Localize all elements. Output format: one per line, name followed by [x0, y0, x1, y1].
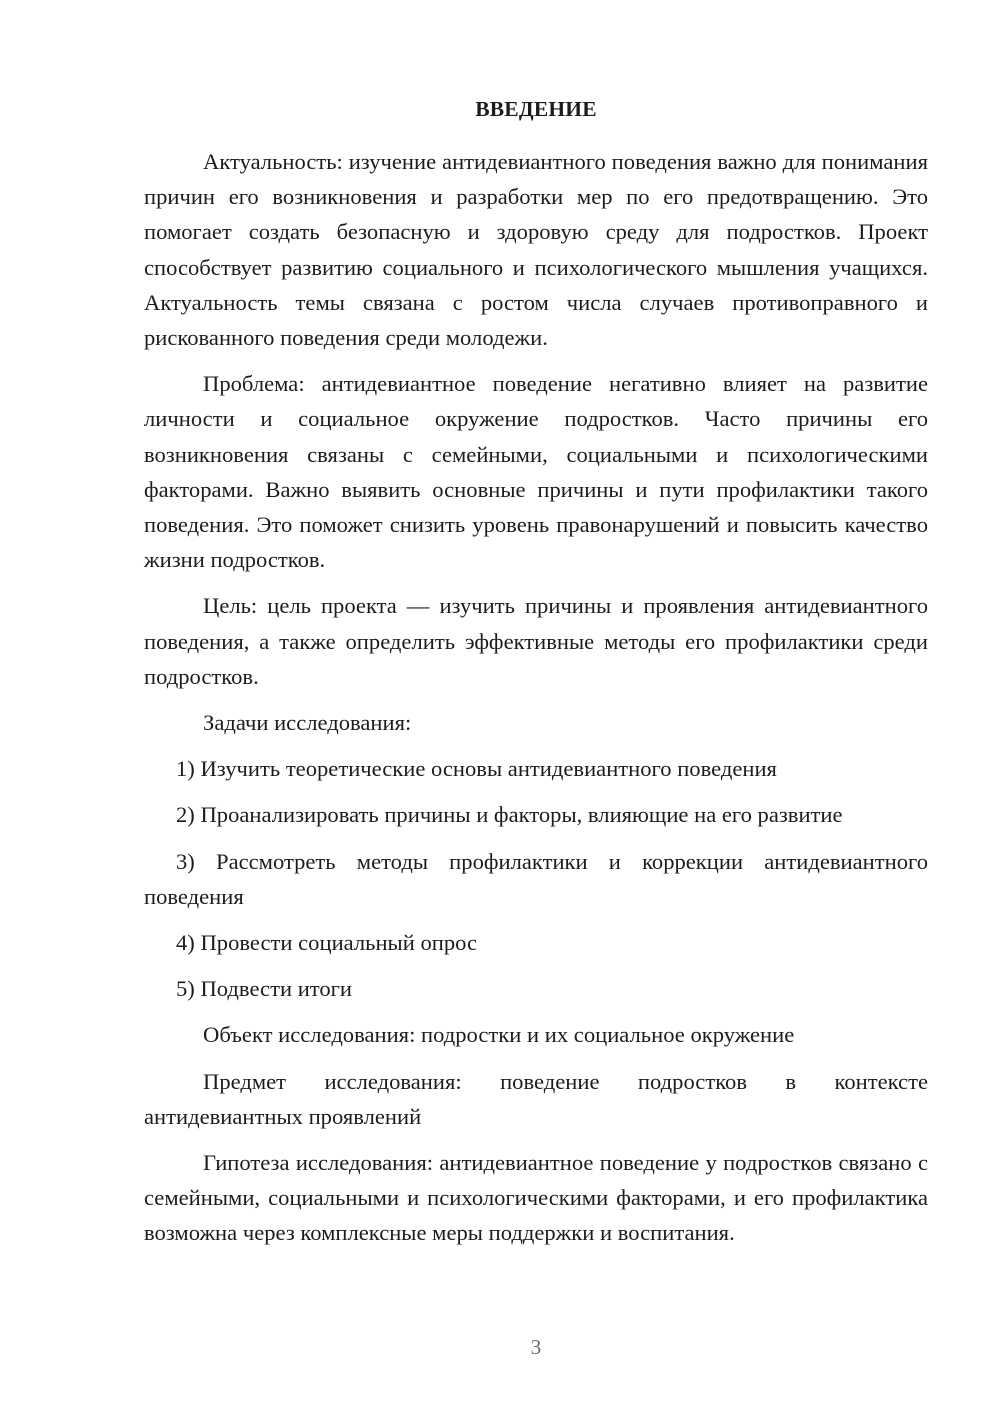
problem-paragraph: Проблема: антидевиантное поведение негативно влияет на развитие личности и социальное окружение подростков. Часто причины его возникновения связаны с семейными, социальными и психологическими факторами. Важно выявить основные причины и пути профилактики такого поведения. Это поможет снизить уровень правонарушений и повысить качество жизни подростков. [144, 371, 928, 573]
page-title: ВВЕДЕНИЕ [475, 97, 597, 121]
task-item-2: 2) Проанализировать причины и факторы, влияющие на его развитие [176, 802, 843, 828]
tasks-heading: Задачи исследования: [203, 710, 412, 736]
goal-paragraph: Цель: цель проекта — изучить причины и проявления антидевиантного поведения, а также определить эффективные методы его профилактики среди подростков. [144, 593, 928, 689]
page-number: 3 [530, 1335, 542, 1359]
task-item-1: 1) Изучить теоретические основы антидевиантного поведения [176, 756, 777, 782]
hypothesis-paragraph: Гипотеза исследования: антидевиантное поведение у подростков связано с семейными, социальными и психологическими факторами, и его профилактика возможна через комплексные меры поддержки и воспитания. [144, 1150, 928, 1246]
task-item-4: 4) Провести социальный опрос [176, 930, 478, 956]
task-item-3: 3) Рассмотреть методы профилактики и коррекции антидевиантного поведения [144, 848, 928, 909]
task-item-5: 5) Подвести итоги [176, 976, 353, 1002]
relevance-paragraph: Актуальность: изучение антидевиантного поведения важно для понимания причин его возникновения и разработки мер по его предотвращению. Это помогает создать безопасную и здоровую среду для подростков. Проект способствует развитию социального и психологического мышления учащихся. Актуальность темы связана с ростом числа случаев противоправного и рискованного поведения среди молодежи. [144, 149, 928, 351]
object-paragraph: Объект исследования: подростки и их социальное окружение [203, 1022, 795, 1048]
subject-paragraph: Предмет исследования: поведение подростков в контексте антидевиантных проявлений [144, 1068, 928, 1129]
page-content [144, 92, 928, 1262]
